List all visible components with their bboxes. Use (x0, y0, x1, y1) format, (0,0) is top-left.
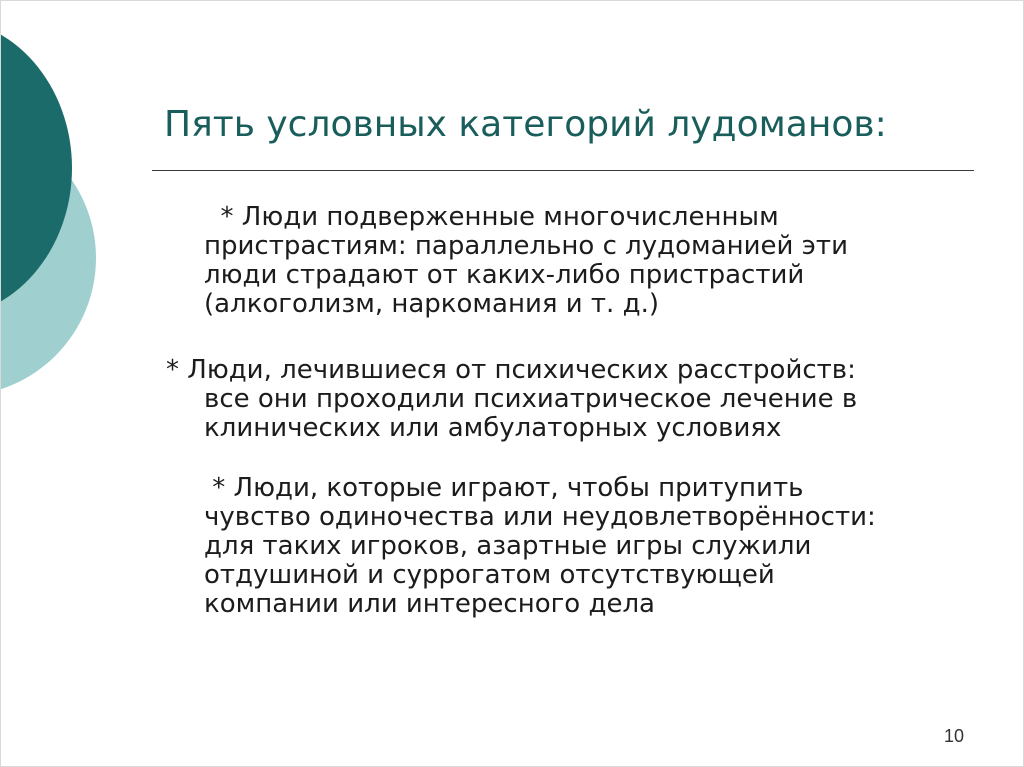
paragraph-line: пристрастиям: параллельно с лудоманией эти (204, 231, 848, 261)
paragraph-line: (алкоголизм, наркомания и т. д.) (204, 289, 659, 319)
title-divider (152, 170, 974, 171)
paragraph-line: люди страдают от каких-либо пристрастий (204, 260, 805, 290)
paragraph-line: клинических или амбулаторных условиях (204, 413, 782, 443)
slide-number: 10 (943, 726, 964, 746)
paragraph-line: для таких игроков, азартные игры служили (204, 531, 812, 561)
paragraph-line: отдушиной и суррогатом отсутствующей (204, 560, 775, 590)
paragraph-line: чувство одиночества или неудовлетворённости: (204, 502, 876, 532)
paragraph-line: * Люди подверженные многочисленным (204, 202, 779, 232)
paragraph-line: * Люди, которые играют, чтобы притупить (204, 473, 804, 503)
paragraph-loneliness (204, 474, 876, 619)
paragraph-line: компании или интересного дела (204, 589, 655, 619)
slide-title: Пять условных категорий лудоманов: (164, 104, 887, 145)
paragraph-multiple-addictions (204, 203, 848, 319)
paragraph-line: * Люди, лечившиеся от психических расстройств: (166, 355, 856, 385)
paragraph-psychiatric-treatment (166, 356, 857, 443)
paragraph-line: все они проходили психиатрическое лечение в (204, 384, 858, 414)
